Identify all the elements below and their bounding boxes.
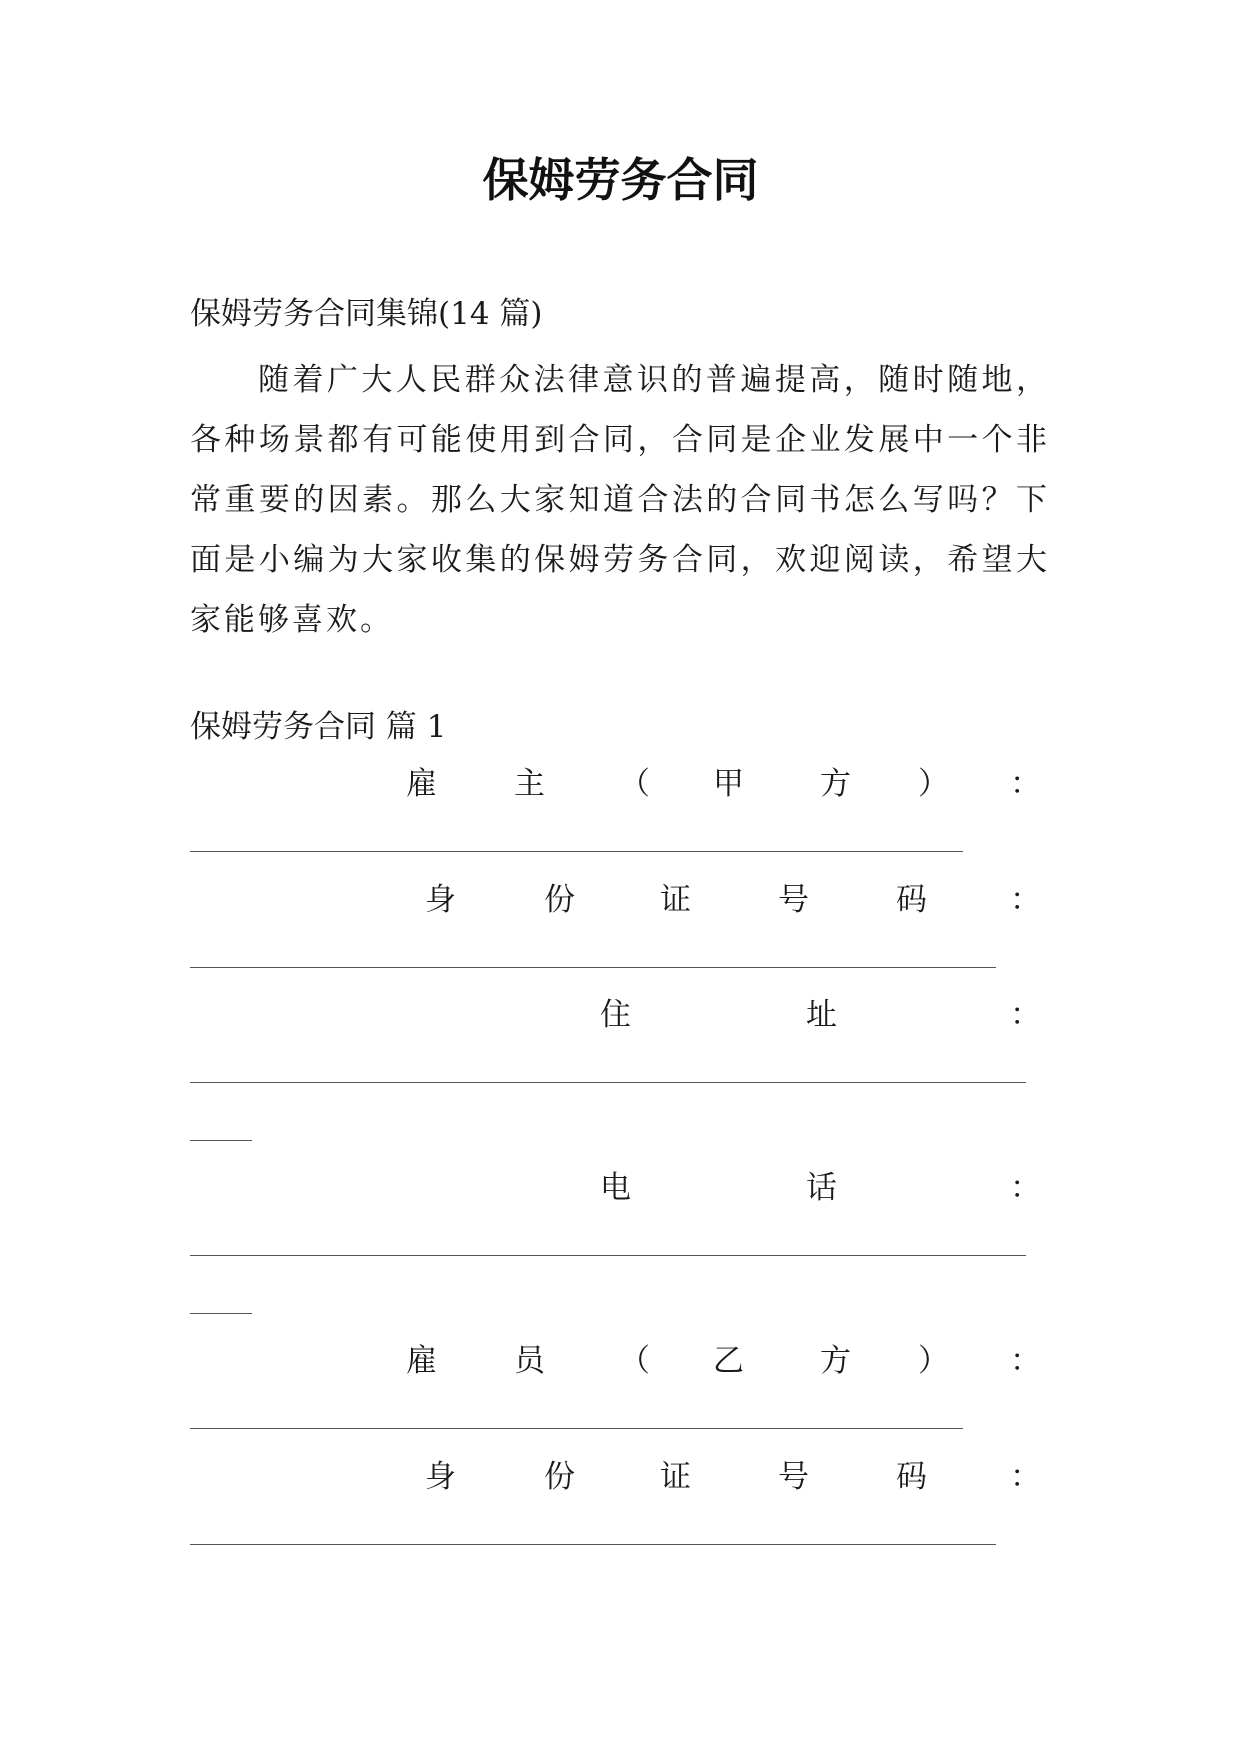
field-colon: ： — [1010, 882, 1041, 918]
field-char: 身 — [425, 1459, 456, 1495]
field-colon: ： — [1010, 1459, 1041, 1495]
field-char: 电 — [600, 1170, 631, 1206]
field-char: 主 — [514, 766, 545, 802]
document-subtitle: 保姆劳务合同集锦(14 篇) — [190, 296, 543, 332]
field-char: 码 — [896, 1459, 927, 1495]
field-char: 甲 — [713, 766, 744, 802]
field-char: 身 — [425, 882, 456, 918]
field-char: （ — [619, 1343, 650, 1379]
field-char: 方 — [820, 766, 851, 802]
field-colon: ： — [1010, 1343, 1041, 1379]
blank-line — [190, 1428, 963, 1429]
document-title: 保姆劳务合同 — [482, 153, 759, 207]
field-char: 乙 — [713, 1343, 744, 1379]
field-colon: ： — [1010, 766, 1041, 802]
field-colon: ： — [1010, 997, 1041, 1033]
field-char: 雇 — [406, 766, 437, 802]
blank-line — [190, 967, 996, 968]
section-title: 保姆劳务合同 篇 1 — [190, 709, 447, 745]
field-char: 话 — [806, 1170, 837, 1206]
field-char: 码 — [896, 882, 927, 918]
blank-line — [190, 1255, 1026, 1256]
field-char: 份 — [544, 1459, 575, 1495]
blank-line — [190, 1140, 252, 1141]
field-char: 员 — [514, 1343, 545, 1379]
field-char: ） — [918, 766, 949, 802]
field-char: 证 — [660, 882, 691, 918]
field-char: 住 — [600, 997, 631, 1033]
field-char: 证 — [660, 1459, 691, 1495]
blank-line — [190, 1082, 1026, 1083]
field-char: 号 — [778, 1459, 809, 1495]
field-char: 份 — [544, 882, 575, 918]
field-char: （ — [619, 766, 650, 802]
field-char: 方 — [820, 1343, 851, 1379]
field-colon: ： — [1010, 1170, 1041, 1206]
blank-line — [190, 1313, 252, 1314]
blank-line — [190, 1544, 996, 1545]
intro-paragraph: 随着广大人民群众法律意识的普遍提高，随时随地，各种场景都有可能使用到合同，合同是企业发展中一个非常重要的因素。那么大家知道合法的合同书怎么写吗？下面是小编为大家收集的保姆劳务合同，欢迎阅读，希望大家能够喜欢。 — [190, 362, 1050, 638]
blank-line — [190, 851, 963, 852]
field-char: 号 — [778, 882, 809, 918]
field-char: 址 — [806, 997, 837, 1033]
field-char: ） — [918, 1343, 949, 1379]
field-char: 雇 — [406, 1343, 437, 1379]
